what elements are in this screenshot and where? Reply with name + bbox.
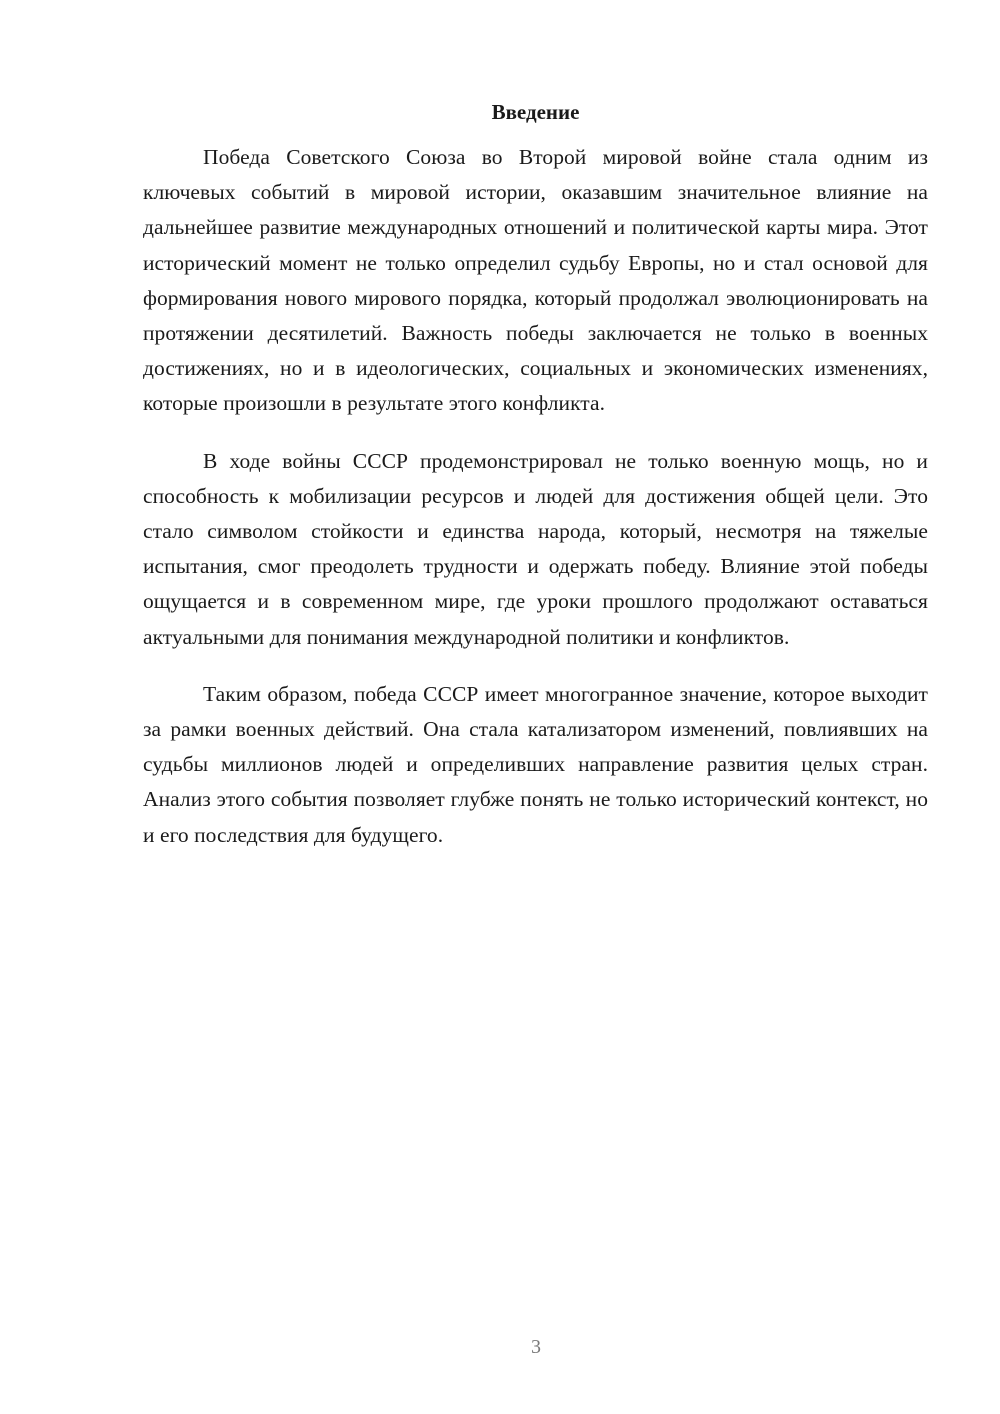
body-text [143,140,928,875]
paragraph-3: Таким образом, победа СССР имеет многогранное значение, которое выходит за рамки военных действий. Она стала катализатором изменений, повлиявших на судьбы миллионов людей и определивших направление развития целых стран. Анализ этого события позволяет глубже понять не только исторический контекст, но и его последствия для будущего. [143,681,928,847]
paragraph-2: В ходе войны СССР продемонстрировал не только военную мощь, но и способность к мобилизации ресурсов и людей для достижения общей цели. Это стало символом стойкости и единства народа, который, несмотря на тяжелые испытания, смог преодолеть трудности и одержать победу. Влияние этой победы ощущается и в современном мире, где уроки прошлого продолжают оставаться актуальными для понимания международной политики и конфликтов. [143,448,928,649]
paragraph-1: Победа Советского Союза во Второй мировой войне стала одним из ключевых событий в мировой истории, оказавшим значительное влияние на дальнейшее развитие международных отношений и политической карты мира. Этот исторический момент не только определил судьбу Европы, но и стал основой для формирования нового мирового порядка, который продолжал эволюционировать на протяжении десятилетий. Важность победы заключается не только в военных достижениях, но и в идеологических, социальных и экономических изменениях, которые произошли в результате этого конфликта. [143,145,928,416]
page-number: 3 [531,1336,541,1358]
section-title: Введение [491,100,580,124]
